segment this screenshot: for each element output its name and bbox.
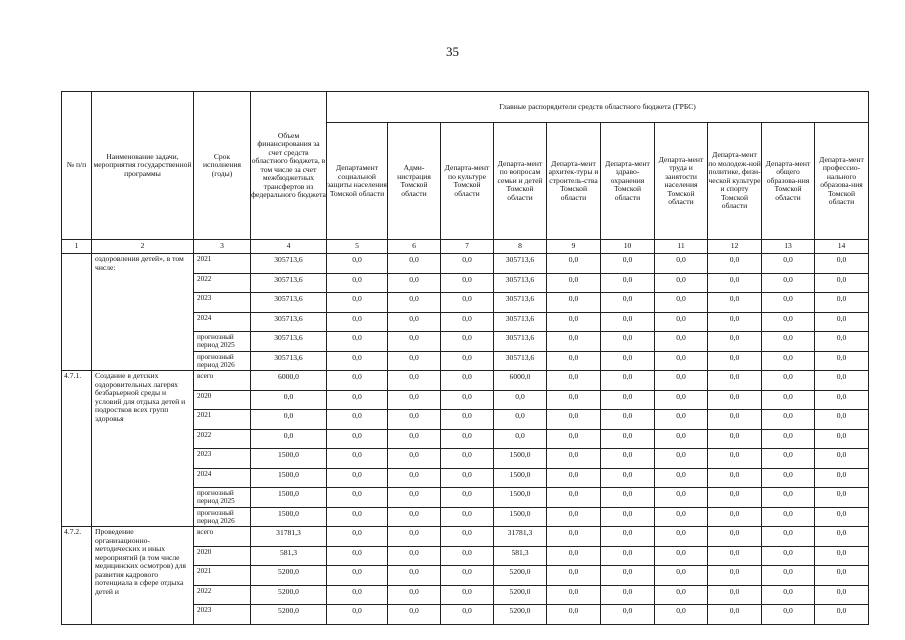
- department-funding-cell: 1500,0: [494, 488, 547, 508]
- department-funding-cell: 0,0: [494, 390, 547, 410]
- department-funding-cell: 0,0: [655, 546, 708, 566]
- department-funding-cell: 5200,0: [494, 605, 547, 625]
- department-funding-cell: 0,0: [815, 468, 869, 488]
- department-funding-cell: 0,0: [601, 488, 655, 508]
- department-funding-cell: 0,0: [327, 312, 388, 332]
- department-funding-cell: 0,0: [441, 566, 494, 586]
- department-funding-cell: 0,0: [441, 605, 494, 625]
- department-funding-cell: 0,0: [327, 449, 388, 469]
- department-funding-cell: 0,0: [708, 351, 762, 371]
- department-funding-cell: 0,0: [327, 566, 388, 586]
- department-funding-cell: 0,0: [655, 273, 708, 293]
- department-funding-cell: 0,0: [388, 254, 441, 274]
- department-funding-cell: 0,0: [655, 566, 708, 586]
- department-funding-cell: 0,0: [547, 351, 601, 371]
- column-number: 13: [762, 240, 815, 254]
- department-funding-cell: 0,0: [441, 527, 494, 547]
- department-funding-cell: 0,0: [327, 429, 388, 449]
- department-funding-cell: 0,0: [601, 429, 655, 449]
- total-funding-cell: 305713,6: [251, 254, 327, 274]
- department-funding-cell: 1500,0: [494, 449, 547, 469]
- period-cell: 2020: [194, 390, 251, 410]
- department-funding-cell: 0,0: [601, 449, 655, 469]
- department-funding-cell: 0,0: [547, 449, 601, 469]
- department-funding-cell: 0,0: [708, 507, 762, 527]
- department-funding-cell: 0,0: [441, 410, 494, 430]
- department-funding-cell: 0,0: [815, 566, 869, 586]
- header-department-1: Департамент социальной защиты населения Томской области: [327, 123, 388, 240]
- header-department-9: Департа-мент общего образова-ния Томской области: [762, 123, 815, 240]
- table-row: [62, 527, 869, 547]
- department-funding-cell: 0,0: [327, 546, 388, 566]
- department-funding-cell: 0,0: [601, 332, 655, 352]
- department-funding-cell: 0,0: [708, 585, 762, 605]
- department-funding-cell: 0,0: [655, 390, 708, 410]
- task-number: 4.7.1.: [62, 371, 92, 527]
- header-row-top: [62, 92, 869, 123]
- department-funding-cell: 0,0: [708, 390, 762, 410]
- total-funding-cell: 305713,6: [251, 332, 327, 352]
- header-department-8: Департа-мент по молодеж-ной политике, физи-ческой культуре и спорту Томской области: [708, 123, 762, 240]
- department-funding-cell: 0,0: [708, 254, 762, 274]
- department-funding-cell: 0,0: [815, 429, 869, 449]
- department-funding-cell: 0,0: [547, 371, 601, 391]
- department-funding-cell: 0,0: [708, 273, 762, 293]
- header-department-5: Департа-мент архитек-туры и строитель-ства Томской области: [547, 123, 601, 240]
- department-funding-cell: 0,0: [388, 312, 441, 332]
- department-funding-cell: 0,0: [762, 527, 815, 547]
- department-funding-cell: 0,0: [327, 351, 388, 371]
- department-funding-cell: 0,0: [441, 332, 494, 352]
- department-funding-cell: 0,0: [815, 254, 869, 274]
- department-funding-cell: 0,0: [388, 546, 441, 566]
- total-funding-cell: 5200,0: [251, 605, 327, 625]
- funding-table: [61, 91, 869, 625]
- department-funding-cell: 0,0: [388, 605, 441, 625]
- total-funding-cell: 305713,6: [251, 293, 327, 313]
- department-funding-cell: 0,0: [655, 254, 708, 274]
- department-funding-cell: 0,0: [815, 293, 869, 313]
- column-number: 14: [815, 240, 869, 254]
- header-department-4: Департа-мент по вопросам семьи и детей Томской области: [494, 123, 547, 240]
- department-funding-cell: 581,3: [494, 546, 547, 566]
- department-funding-cell: 0,0: [815, 449, 869, 469]
- department-funding-cell: 0,0: [655, 488, 708, 508]
- column-number: 2: [92, 240, 194, 254]
- department-funding-cell: 0,0: [601, 293, 655, 313]
- department-funding-cell: 0,0: [327, 293, 388, 313]
- department-funding-cell: 0,0: [655, 293, 708, 313]
- department-funding-cell: 0,0: [547, 605, 601, 625]
- total-funding-cell: 5200,0: [251, 566, 327, 586]
- department-funding-cell: 0,0: [388, 293, 441, 313]
- department-funding-cell: 0,0: [762, 605, 815, 625]
- department-funding-cell: 0,0: [441, 429, 494, 449]
- department-funding-cell: 31781,3: [494, 527, 547, 547]
- column-number: 7: [441, 240, 494, 254]
- department-funding-cell: 0,0: [815, 507, 869, 527]
- total-funding-cell: 5200,0: [251, 585, 327, 605]
- total-funding-cell: 305713,6: [251, 312, 327, 332]
- department-funding-cell: 0,0: [327, 390, 388, 410]
- department-funding-cell: 0,0: [708, 605, 762, 625]
- department-funding-cell: 0,0: [762, 566, 815, 586]
- header-grbs: Главные распорядители средств областного бюджета (ГРБС): [327, 92, 869, 123]
- period-cell: 2021: [194, 566, 251, 586]
- department-funding-cell: 0,0: [441, 585, 494, 605]
- table-row: [62, 254, 869, 274]
- total-funding-cell: 0,0: [251, 390, 327, 410]
- department-funding-cell: 0,0: [655, 605, 708, 625]
- header-funding-volume: Объем финансирования за счет средств областного бюджета, в том числе за счет межбюджетных трансфертов из федерального бюджета: [251, 92, 327, 240]
- period-cell: 2020: [194, 546, 251, 566]
- department-funding-cell: 0,0: [547, 585, 601, 605]
- header-period: Срок исполнения (годы): [194, 92, 251, 240]
- department-funding-cell: 0,0: [547, 410, 601, 430]
- task-name: оздоровления детей», в том числе:: [92, 254, 194, 371]
- period-cell: 2023: [194, 293, 251, 313]
- department-funding-cell: 6000,0: [494, 371, 547, 391]
- total-funding-cell: 1500,0: [251, 488, 327, 508]
- department-funding-cell: 1500,0: [494, 468, 547, 488]
- period-cell: 2022: [194, 273, 251, 293]
- department-funding-cell: 0,0: [708, 332, 762, 352]
- department-funding-cell: 0,0: [327, 254, 388, 274]
- department-funding-cell: 0,0: [708, 410, 762, 430]
- department-funding-cell: 0,0: [708, 371, 762, 391]
- department-funding-cell: 0,0: [388, 585, 441, 605]
- department-funding-cell: 0,0: [388, 351, 441, 371]
- department-funding-cell: 0,0: [388, 488, 441, 508]
- column-numbers-row: [62, 240, 869, 254]
- department-funding-cell: 5200,0: [494, 585, 547, 605]
- task-name: Создание в детских оздоровительных лагерях безбарьерной среды и условий для отдыха детей и подростков всех групп здоровья: [92, 371, 194, 527]
- total-funding-cell: 0,0: [251, 410, 327, 430]
- department-funding-cell: 0,0: [655, 527, 708, 547]
- department-funding-cell: 0,0: [327, 605, 388, 625]
- department-funding-cell: 0,0: [708, 293, 762, 313]
- department-funding-cell: 0,0: [601, 605, 655, 625]
- department-funding-cell: 0,0: [762, 332, 815, 352]
- department-funding-cell: 0,0: [655, 507, 708, 527]
- department-funding-cell: 0,0: [388, 429, 441, 449]
- department-funding-cell: 0,0: [815, 332, 869, 352]
- department-funding-cell: 0,0: [388, 507, 441, 527]
- department-funding-cell: 0,0: [601, 390, 655, 410]
- department-funding-cell: 0,0: [762, 312, 815, 332]
- period-cell: 2022: [194, 585, 251, 605]
- period-cell: прогнозный период 2026: [194, 351, 251, 371]
- department-funding-cell: 0,0: [327, 527, 388, 547]
- column-number: 9: [547, 240, 601, 254]
- department-funding-cell: 0,0: [601, 371, 655, 391]
- period-cell: прогнозный период 2025: [194, 488, 251, 508]
- department-funding-cell: 0,0: [441, 371, 494, 391]
- department-funding-cell: 0,0: [601, 273, 655, 293]
- department-funding-cell: 0,0: [655, 312, 708, 332]
- total-funding-cell: 1500,0: [251, 507, 327, 527]
- department-funding-cell: 0,0: [762, 273, 815, 293]
- column-number: 6: [388, 240, 441, 254]
- department-funding-cell: 0,0: [655, 332, 708, 352]
- department-funding-cell: 305713,6: [494, 332, 547, 352]
- department-funding-cell: 0,0: [601, 312, 655, 332]
- department-funding-cell: 0,0: [655, 371, 708, 391]
- total-funding-cell: 305713,6: [251, 351, 327, 371]
- column-number: 3: [194, 240, 251, 254]
- department-funding-cell: 0,0: [815, 605, 869, 625]
- header-department-10: Департа-мент профессио-нального образова-ния Томской области: [815, 123, 869, 240]
- column-number: 4: [251, 240, 327, 254]
- department-funding-cell: 0,0: [441, 449, 494, 469]
- column-number: 5: [327, 240, 388, 254]
- department-funding-cell: 0,0: [601, 566, 655, 586]
- total-funding-cell: 1500,0: [251, 468, 327, 488]
- header-task-name: Наименование задачи, мероприятия государственной программы: [92, 92, 194, 240]
- department-funding-cell: 0,0: [655, 429, 708, 449]
- department-funding-cell: 0,0: [762, 429, 815, 449]
- department-funding-cell: 0,0: [762, 254, 815, 274]
- period-cell: 2021: [194, 410, 251, 430]
- department-funding-cell: 0,0: [655, 468, 708, 488]
- department-funding-cell: 0,0: [547, 546, 601, 566]
- column-number: 11: [655, 240, 708, 254]
- department-funding-cell: 0,0: [815, 390, 869, 410]
- page-number: 35: [446, 44, 459, 59]
- department-funding-cell: 0,0: [601, 468, 655, 488]
- department-funding-cell: 0,0: [327, 507, 388, 527]
- department-funding-cell: 0,0: [762, 585, 815, 605]
- total-funding-cell: 6000,0: [251, 371, 327, 391]
- department-funding-cell: 0,0: [762, 507, 815, 527]
- header-department-3: Департа-мент по культуре Томской области: [441, 123, 494, 240]
- department-funding-cell: 1500,0: [494, 507, 547, 527]
- department-funding-cell: 0,0: [815, 527, 869, 547]
- department-funding-cell: 0,0: [655, 351, 708, 371]
- department-funding-cell: 0,0: [601, 527, 655, 547]
- department-funding-cell: 0,0: [815, 351, 869, 371]
- department-funding-cell: 0,0: [762, 390, 815, 410]
- department-funding-cell: 0,0: [762, 410, 815, 430]
- column-number: 12: [708, 240, 762, 254]
- department-funding-cell: 0,0: [655, 585, 708, 605]
- department-funding-cell: 0,0: [494, 410, 547, 430]
- table-row: [62, 371, 869, 391]
- task-name: Проведение организационно-методических и иных мероприятий (в том числе медицинских осмотров) для развития кадрового потенциала в сфере отдыха детей и: [92, 527, 194, 625]
- period-cell: 2024: [194, 468, 251, 488]
- department-funding-cell: 0,0: [708, 488, 762, 508]
- department-funding-cell: 0,0: [388, 332, 441, 352]
- header-number: № п/п: [62, 92, 92, 240]
- department-funding-cell: 0,0: [815, 312, 869, 332]
- department-funding-cell: 0,0: [441, 468, 494, 488]
- department-funding-cell: 0,0: [494, 429, 547, 449]
- header-department-7: Департа-мент труда и занятости населения Томской области: [655, 123, 708, 240]
- department-funding-cell: 0,0: [441, 293, 494, 313]
- department-funding-cell: 0,0: [762, 351, 815, 371]
- department-funding-cell: 0,0: [762, 546, 815, 566]
- department-funding-cell: 0,0: [547, 273, 601, 293]
- department-funding-cell: 0,0: [601, 585, 655, 605]
- total-funding-cell: 1500,0: [251, 449, 327, 469]
- period-cell: прогнозный период 2025: [194, 332, 251, 352]
- department-funding-cell: 0,0: [327, 332, 388, 352]
- department-funding-cell: 0,0: [441, 273, 494, 293]
- department-funding-cell: 0,0: [815, 585, 869, 605]
- period-cell: 2023: [194, 605, 251, 625]
- department-funding-cell: 305713,6: [494, 351, 547, 371]
- period-cell: 2024: [194, 312, 251, 332]
- department-funding-cell: 305713,6: [494, 254, 547, 274]
- total-funding-cell: 0,0: [251, 429, 327, 449]
- task-number: 4.7.2.: [62, 527, 92, 625]
- department-funding-cell: 0,0: [441, 546, 494, 566]
- department-funding-cell: 0,0: [388, 566, 441, 586]
- department-funding-cell: 0,0: [547, 527, 601, 547]
- department-funding-cell: 0,0: [547, 332, 601, 352]
- department-funding-cell: 0,0: [815, 546, 869, 566]
- column-number: 10: [601, 240, 655, 254]
- period-cell: 2021: [194, 254, 251, 274]
- department-funding-cell: 0,0: [441, 312, 494, 332]
- department-funding-cell: 0,0: [441, 390, 494, 410]
- department-funding-cell: 0,0: [655, 410, 708, 430]
- period-cell: 2022: [194, 429, 251, 449]
- column-number: 1: [62, 240, 92, 254]
- department-funding-cell: 0,0: [547, 468, 601, 488]
- department-funding-cell: 0,0: [601, 546, 655, 566]
- department-funding-cell: 0,0: [327, 585, 388, 605]
- department-funding-cell: 0,0: [708, 546, 762, 566]
- department-funding-cell: 0,0: [762, 371, 815, 391]
- total-funding-cell: 305713,6: [251, 273, 327, 293]
- department-funding-cell: 0,0: [547, 566, 601, 586]
- department-funding-cell: 0,0: [327, 273, 388, 293]
- department-funding-cell: 0,0: [762, 488, 815, 508]
- department-funding-cell: 0,0: [388, 449, 441, 469]
- department-funding-cell: 0,0: [388, 390, 441, 410]
- header-department-6: Департа-мент здраво-охранения Томской области: [601, 123, 655, 240]
- department-funding-cell: 0,0: [815, 410, 869, 430]
- department-funding-cell: 0,0: [708, 449, 762, 469]
- department-funding-cell: 305713,6: [494, 293, 547, 313]
- period-cell: прогнозный период 2026: [194, 507, 251, 527]
- department-funding-cell: 0,0: [547, 390, 601, 410]
- department-funding-cell: 305713,6: [494, 273, 547, 293]
- department-funding-cell: 0,0: [388, 468, 441, 488]
- department-funding-cell: 0,0: [708, 312, 762, 332]
- department-funding-cell: 0,0: [547, 488, 601, 508]
- department-funding-cell: 0,0: [327, 371, 388, 391]
- header-department-2: Адми-нистрация Томской области: [388, 123, 441, 240]
- department-funding-cell: 0,0: [601, 254, 655, 274]
- department-funding-cell: 0,0: [547, 254, 601, 274]
- period-cell: 2023: [194, 449, 251, 469]
- department-funding-cell: 0,0: [441, 254, 494, 274]
- table-body: [62, 254, 869, 625]
- department-funding-cell: 0,0: [441, 488, 494, 508]
- department-funding-cell: 0,0: [388, 527, 441, 547]
- department-funding-cell: 0,0: [601, 351, 655, 371]
- department-funding-cell: 0,0: [327, 488, 388, 508]
- department-funding-cell: 0,0: [547, 312, 601, 332]
- department-funding-cell: 0,0: [655, 449, 708, 469]
- department-funding-cell: 0,0: [327, 410, 388, 430]
- department-funding-cell: 0,0: [762, 449, 815, 469]
- department-funding-cell: 0,0: [762, 468, 815, 488]
- period-cell: всего: [194, 371, 251, 391]
- department-funding-cell: 0,0: [708, 566, 762, 586]
- department-funding-cell: 0,0: [708, 527, 762, 547]
- department-funding-cell: 0,0: [547, 429, 601, 449]
- department-funding-cell: 5200,0: [494, 566, 547, 586]
- department-funding-cell: 0,0: [388, 273, 441, 293]
- department-funding-cell: 0,0: [708, 429, 762, 449]
- total-funding-cell: 31781,3: [251, 527, 327, 547]
- department-funding-cell: 0,0: [708, 468, 762, 488]
- task-number: [62, 254, 92, 371]
- department-funding-cell: 0,0: [388, 371, 441, 391]
- period-cell: всего: [194, 527, 251, 547]
- total-funding-cell: 581,3: [251, 546, 327, 566]
- department-funding-cell: 0,0: [441, 351, 494, 371]
- department-funding-cell: 0,0: [815, 488, 869, 508]
- department-funding-cell: 305713,6: [494, 312, 547, 332]
- department-funding-cell: 0,0: [327, 468, 388, 488]
- department-funding-cell: 0,0: [601, 507, 655, 527]
- department-funding-cell: 0,0: [815, 273, 869, 293]
- department-funding-cell: 0,0: [441, 507, 494, 527]
- column-number: 8: [494, 240, 547, 254]
- department-funding-cell: 0,0: [547, 507, 601, 527]
- department-funding-cell: 0,0: [388, 410, 441, 430]
- department-funding-cell: 0,0: [815, 371, 869, 391]
- department-funding-cell: 0,0: [601, 410, 655, 430]
- department-funding-cell: 0,0: [762, 293, 815, 313]
- department-funding-cell: 0,0: [547, 293, 601, 313]
